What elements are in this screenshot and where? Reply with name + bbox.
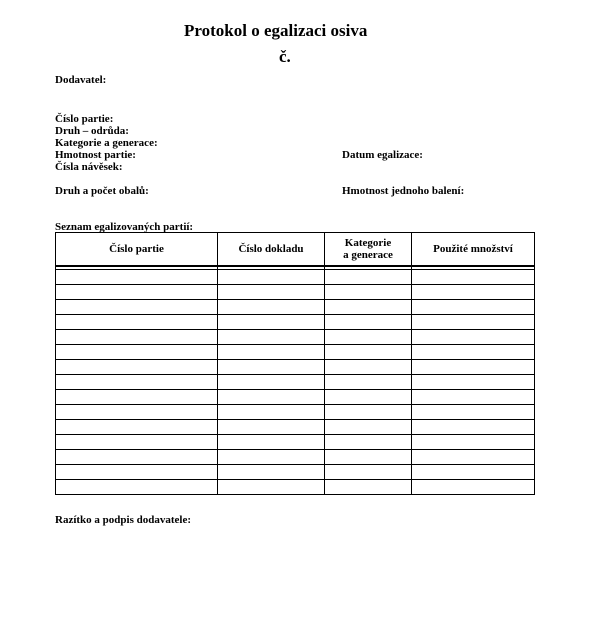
cell-category-generation <box>325 435 412 450</box>
cell-document-number <box>218 300 325 315</box>
header-lot-number: Číslo partie <box>56 233 218 267</box>
cell-amount-used <box>412 450 535 465</box>
cell-amount-used <box>412 435 535 450</box>
cell-document-number <box>218 420 325 435</box>
table-row <box>56 330 535 345</box>
cell-amount-used <box>412 300 535 315</box>
cell-lot-number <box>56 450 218 465</box>
table-row <box>56 405 535 420</box>
table-row <box>56 450 535 465</box>
header-category-generation <box>325 233 412 267</box>
cell-amount-used <box>412 330 535 345</box>
cell-amount-used <box>412 420 535 435</box>
lot-number-label: Číslo partie: <box>55 113 114 125</box>
cell-lot-number <box>56 285 218 300</box>
cell-lot-number <box>56 435 218 450</box>
species-variety-label: Druh – odrůda: <box>55 125 129 137</box>
table-row <box>56 420 535 435</box>
cell-lot-number <box>56 420 218 435</box>
cell-amount-used <box>412 375 535 390</box>
cell-lot-number <box>56 390 218 405</box>
table-caption: Seznam egalizovaných partií: <box>55 221 194 233</box>
table-row <box>56 345 535 360</box>
cell-lot-number <box>56 375 218 390</box>
table-row <box>56 315 535 330</box>
cell-category-generation <box>325 270 412 285</box>
table-row <box>56 375 535 390</box>
table-row <box>56 465 535 480</box>
table-row <box>56 270 535 285</box>
cell-document-number <box>218 450 325 465</box>
equalization-date-label: Datum egalizace: <box>342 149 423 161</box>
category-generation-label: Kategorie a generace: <box>55 137 158 149</box>
cell-document-number <box>218 405 325 420</box>
table-row <box>56 300 535 315</box>
cell-amount-used <box>412 345 535 360</box>
tag-numbers-label: Čísla návěsek: <box>55 161 123 173</box>
header-category-line1: Kategorie <box>344 237 392 249</box>
header-amount-used: Použité množství <box>412 233 535 267</box>
cell-document-number <box>218 390 325 405</box>
document-number-label: č. <box>279 47 291 66</box>
cell-category-generation <box>325 315 412 330</box>
cell-lot-number <box>56 330 218 345</box>
cell-category-generation <box>325 330 412 345</box>
cell-amount-used <box>412 465 535 480</box>
table-row <box>56 360 535 375</box>
cell-document-number <box>218 360 325 375</box>
cell-document-number <box>218 375 325 390</box>
cell-lot-number <box>56 345 218 360</box>
cell-category-generation <box>325 300 412 315</box>
cell-lot-number <box>56 360 218 375</box>
cell-document-number <box>218 330 325 345</box>
header-document-number: Číslo dokladu <box>218 233 325 267</box>
table-row <box>56 390 535 405</box>
cell-category-generation <box>325 450 412 465</box>
cell-lot-number <box>56 480 218 495</box>
cell-lot-number <box>56 315 218 330</box>
cell-lot-number <box>56 300 218 315</box>
document-title: Protokol o egalizaci osiva <box>184 21 368 40</box>
package-weight-label: Hmotnost jednoho balení: <box>342 185 465 197</box>
cell-document-number <box>218 345 325 360</box>
table-header-row <box>56 233 535 267</box>
cell-category-generation <box>325 465 412 480</box>
signature-label: Razítko a podpis dodavatele: <box>55 514 191 526</box>
cell-category-generation <box>325 405 412 420</box>
cell-lot-number <box>56 270 218 285</box>
cell-category-generation <box>325 345 412 360</box>
cell-lot-number <box>56 405 218 420</box>
cell-document-number <box>218 270 325 285</box>
cell-lot-number <box>56 465 218 480</box>
cell-document-number <box>218 465 325 480</box>
header-category-line2: a generace <box>343 249 393 261</box>
cell-amount-used <box>412 315 535 330</box>
cell-category-generation <box>325 480 412 495</box>
equalized-lots-table <box>55 232 535 495</box>
cell-category-generation <box>325 285 412 300</box>
cell-amount-used <box>412 270 535 285</box>
cell-amount-used <box>412 480 535 495</box>
cell-document-number <box>218 285 325 300</box>
cell-amount-used <box>412 360 535 375</box>
cell-category-generation <box>325 420 412 435</box>
table-row <box>56 435 535 450</box>
cell-document-number <box>218 435 325 450</box>
packaging-label: Druh a počet obalů: <box>55 185 149 197</box>
cell-amount-used <box>412 405 535 420</box>
cell-category-generation <box>325 360 412 375</box>
cell-category-generation <box>325 390 412 405</box>
cell-amount-used <box>412 285 535 300</box>
cell-category-generation <box>325 375 412 390</box>
cell-amount-used <box>412 390 535 405</box>
table-row <box>56 480 535 495</box>
supplier-label: Dodavatel: <box>55 74 107 86</box>
cell-document-number <box>218 480 325 495</box>
lot-weight-label: Hmotnost partie: <box>55 149 136 161</box>
table-row <box>56 285 535 300</box>
cell-document-number <box>218 315 325 330</box>
